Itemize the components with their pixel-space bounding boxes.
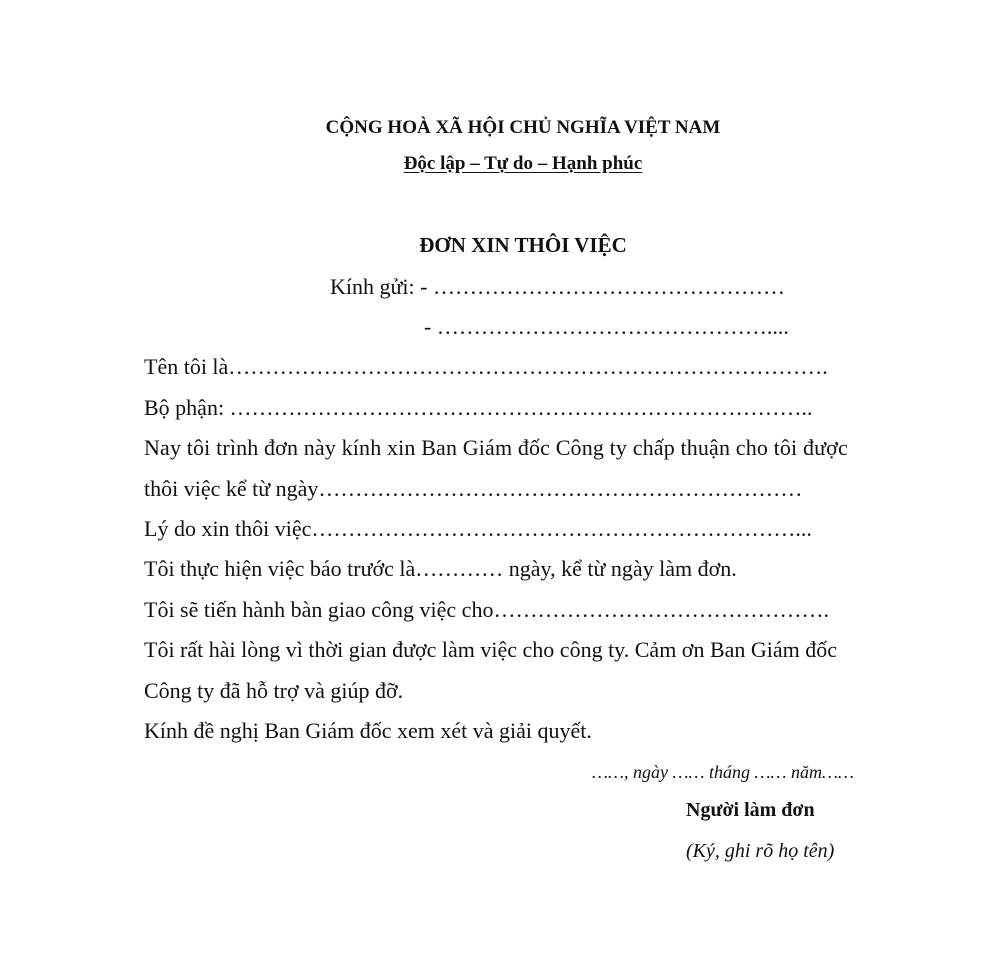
closing-line: Kính đề nghị Ban Giám đốc xem xét và giải quyết. — [144, 718, 592, 743]
name-line: Tên tôi là………………………………………………………………………. — [144, 354, 828, 379]
recipient-line-2: - ……………………………………….... — [424, 314, 789, 339]
document-title: ĐƠN XIN THÔI VIỆC — [419, 233, 627, 257]
national-motto: Độc lập – Tự do – Hạnh phúc — [403, 153, 643, 174]
request-line-1: Nay tôi trình đơn này kính xin Ban Giám đốc Công ty chấp thuận cho tôi được — [144, 435, 848, 460]
department-line: Bộ phận: …………………………………………………………………….. — [144, 395, 813, 420]
reason-line: Lý do xin thôi việc…………………………………………………………... — [144, 516, 812, 541]
handover-line: Tôi sẽ tiến hành bàn giao công việc cho………………………………………. — [144, 597, 829, 622]
date-line: ……, ngày …… tháng …… năm…… — [592, 762, 855, 782]
recipient-line-1: Kính gửi: - ………………………………………… — [330, 274, 785, 299]
thanks-line-1: Tôi rất hài lòng vì thời gian được làm việc cho công ty. Cảm ơn Ban Giám đốc — [144, 637, 838, 662]
request-line-2: thôi việc kể từ ngày………………………………………………………… — [144, 476, 803, 501]
thanks-line-2: Công ty đã hỗ trợ và giúp đỡ. — [144, 678, 404, 703]
notice-line: Tôi thực hiện việc báo trước là………… ngày, kể từ ngày làm đơn. — [144, 556, 737, 581]
signer-title: Người làm đơn — [686, 799, 815, 821]
national-title: CỘNG HOÀ XÃ HỘI CHỦ NGHĨA VIỆT NAM — [325, 117, 721, 138]
signer-note: (Ký, ghi rõ họ tên) — [686, 840, 835, 862]
